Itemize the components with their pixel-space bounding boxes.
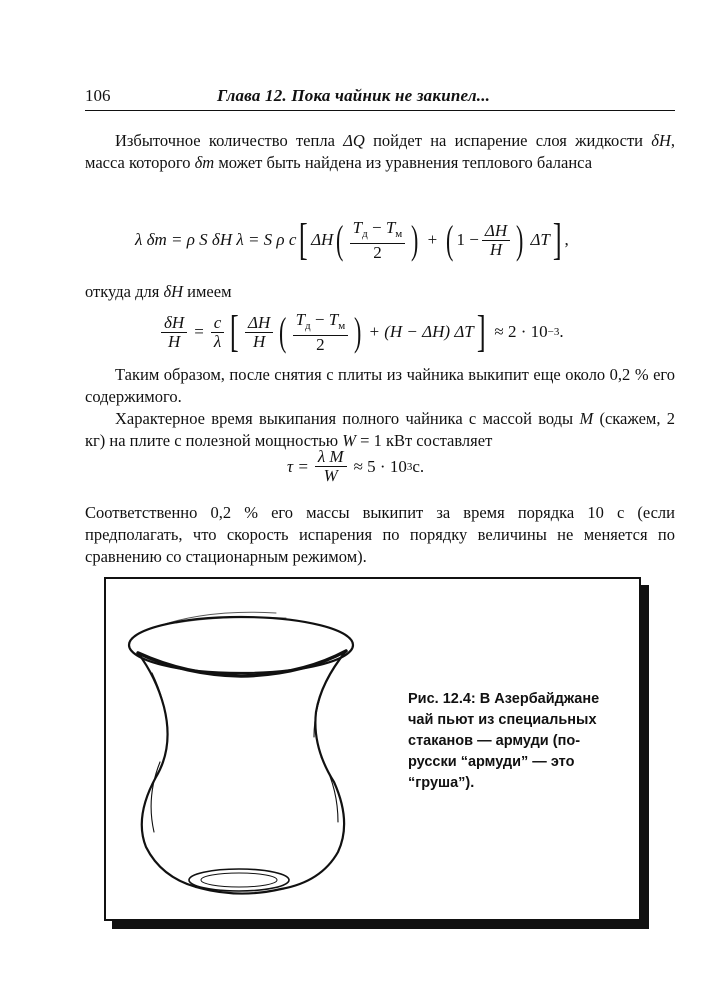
armudu-glass-illustration [116, 587, 366, 907]
running-header [85, 84, 675, 111]
equation-dh-ratio: $\frac{\delta H}{H}$ = $\frac{c}{\lambda}$ [ $\frac{\Delta H}{H}$ ( $\frac{T_д - T_м}{2}$ ) + (H − ΔH) ΔT ] ≈ 2 · 10 −3 . [158, 310, 564, 354]
paragraph-whence: откуда для δH имеем [85, 282, 232, 301]
paragraph-boil-time: Характерное время выкипания полного чайника с массой воды M (скажем, 2 кг) на плите с полезной мощностью W = 1 кВт составляет [85, 409, 675, 450]
equation-heat-balance: λ δm = ρ S δH λ = S ρ c [ ΔH ( $\frac{T_д - T_м}{2}$ ) + ( 1 − $\frac{\Delta H}{H}$ ) ΔT ] , [135, 215, 569, 264]
equation-tau: τ = $\frac{\text{λ M}}{W}$ ≈ 5 · 10 3 с. [287, 447, 425, 485]
page-number: 106 [85, 86, 111, 105]
figure-armudu [104, 577, 641, 921]
fraction-temp: $\frac{T_д - T_м}{2}$ [350, 219, 406, 262]
figure-caption: Рис. 12.4: В Азербайджане чай пьют из специальных стаканов — армуди (по-русски “армуди” — это “груша”). [408, 691, 600, 791]
paragraph-evaporation: Соответственно 0,2 % его массы выкипит за время порядка 10 с (если предполагать, что скорость испарения по порядку величины не меняется по сравнению со стационарным режимом). [85, 503, 675, 566]
fraction-dh-h: $\frac{\Delta H}{H}$ [482, 222, 510, 259]
paragraph-heat-balance: Избыточное количество тепла ΔQ пойдет на испарение слоя жидкости δH, масса которого δm может быть найдена из уравнения теплового баланса [85, 131, 675, 172]
paragraph-conclusion: Таким образом, после снятия с плиты из чайника выкипит еще около 0,2 % его содержимого. [85, 365, 675, 406]
running-title: Глава 12. Пока чайник не закипел... [217, 86, 491, 105]
